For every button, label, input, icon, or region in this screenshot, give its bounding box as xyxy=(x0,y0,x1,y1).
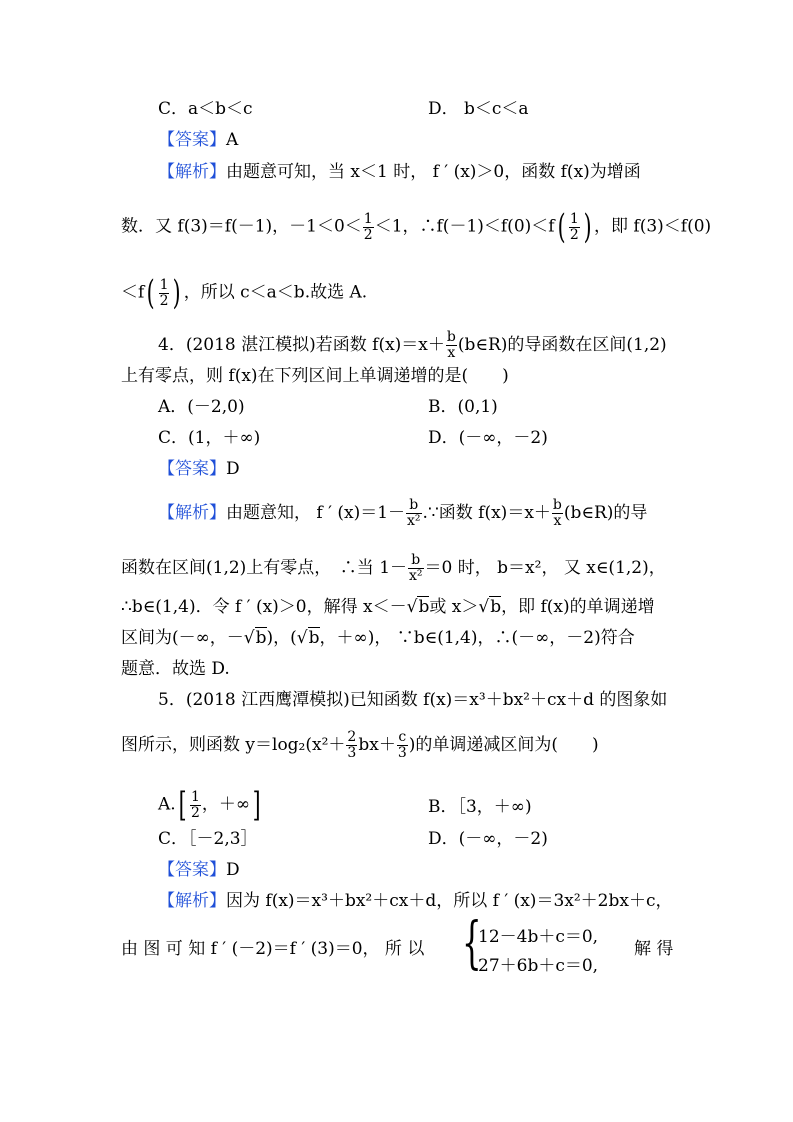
answer-tag: 【答案】 xyxy=(158,459,226,479)
stem-text: )的单调递减区间为( ) xyxy=(408,735,599,755)
bracket-open: ( xyxy=(557,207,566,247)
sqrt-icon: √ xyxy=(296,628,308,648)
sqrt-icon: √ xyxy=(243,628,255,648)
fraction-denominator: 3 xyxy=(397,745,407,761)
q3-analysis-line-2 xyxy=(121,207,712,247)
answer-value: D xyxy=(226,459,240,479)
fraction xyxy=(159,278,170,309)
q4-answer xyxy=(158,458,240,480)
analysis-text: ，＋∞)， ∵b∈(1,4)，∴(－∞，－2)符合 xyxy=(319,628,635,648)
q4-option-c: C．(1，＋∞) xyxy=(158,428,261,448)
analysis-text: ，即 f(x)的单调递增 xyxy=(501,597,655,617)
equation-row-1: 12－4b＋c＝0, xyxy=(478,927,599,947)
equation-system xyxy=(462,911,612,982)
fraction-denominator: x² xyxy=(407,513,421,529)
q5-option-b: B．［3，＋∞) xyxy=(428,797,532,817)
answer-value: D xyxy=(226,860,240,880)
analysis-text: 由题意知， f ′ (x)＝1－ xyxy=(226,503,406,523)
q5-option-c: C．［－2,3］ xyxy=(158,829,258,849)
q5-option-a xyxy=(158,785,263,825)
fraction-numerator: b xyxy=(408,553,424,569)
bracket-open: [ xyxy=(178,785,187,825)
answer-tag: 【答案】 xyxy=(158,860,226,880)
fraction xyxy=(190,790,201,821)
q4-stem-line-1 xyxy=(158,330,667,361)
fraction xyxy=(552,498,563,529)
answer-tag: 【答案】 xyxy=(158,130,226,150)
stem-text: bx＋ xyxy=(358,735,396,755)
fraction-denominator: x xyxy=(553,513,562,529)
option-text: ，＋∞ xyxy=(201,794,251,815)
analysis-text: 区间为(－∞，－ xyxy=(121,628,244,648)
q3-analysis-line-3 xyxy=(121,273,368,313)
q3-analysis-line-1 xyxy=(158,161,641,183)
analysis-text: 函数在区间(1,2)上有零点， ∴当 1－ xyxy=(121,558,408,578)
stem-text: 4．(2018 湛江模拟)若函数 f(x)＝x＋ xyxy=(158,335,445,355)
sqrt-icon: √ xyxy=(406,597,418,617)
sqrt-icon: √ xyxy=(478,597,490,617)
q5-answer xyxy=(158,859,240,881)
fraction xyxy=(569,212,580,243)
bracket-close: ) xyxy=(583,207,592,247)
equation-row-2: 27＋6b＋c＝0, xyxy=(478,956,599,976)
fraction xyxy=(346,730,357,761)
fraction-denominator: x xyxy=(447,345,456,361)
fraction xyxy=(363,212,374,243)
fraction xyxy=(406,498,422,529)
analysis-text: )，( xyxy=(266,628,297,648)
analysis-text: ＝0 时， b＝x²， 又 x∈(1,2)， xyxy=(424,558,666,578)
fraction-denominator: 2 xyxy=(363,226,373,243)
analysis-tag: 【解析】 xyxy=(158,503,226,523)
q5-stem-line-1: 5．(2018 江西鹰潭模拟)已知函数 f(x)＝x³＋bx²＋cx＋d 的图象如 xyxy=(158,690,668,710)
option-label: A. xyxy=(158,794,176,815)
fraction-denominator: 2 xyxy=(190,804,200,821)
fraction xyxy=(446,330,457,361)
fraction-numerator: c xyxy=(398,729,407,745)
analysis-text: 或 x＞ xyxy=(429,597,479,617)
fraction-numerator: 1 xyxy=(159,276,169,293)
q4-analysis-line-2 xyxy=(121,553,666,584)
q4-option-a: A．(－2,0) xyxy=(158,397,245,417)
q5-analysis-line-1 xyxy=(158,890,672,912)
analysis-text: (b∈R)的导 xyxy=(563,503,648,523)
q3-option-d: D． b＜c＜a xyxy=(428,99,529,119)
analysis-text: 由题意可知，当 x＜1 时， f ′ (x)＞0，函数 f(x)为增函 xyxy=(226,162,641,182)
q5-stem-line-2 xyxy=(121,730,599,761)
fraction-numerator: b xyxy=(446,329,456,345)
q4-option-d: D．(－∞，－2) xyxy=(428,428,548,448)
stem-text: 图所示，则函数 y＝log₂(x²＋ xyxy=(121,735,346,755)
q5-option-d: D．(－∞，－2) xyxy=(428,829,548,849)
analysis-text: ＜f xyxy=(121,282,145,303)
brace-icon: { xyxy=(462,911,482,976)
stem-text: (b∈R)的导函数在区间(1,2) xyxy=(457,335,667,355)
fraction-numerator: b xyxy=(406,498,422,514)
fraction-numerator: 1 xyxy=(569,210,579,227)
analysis-text: ∴b∈(1,4)．令 f ′ (x)＞0，解得 x＜－ xyxy=(121,597,407,617)
analysis-tag: 【解析】 xyxy=(158,891,226,911)
q4-analysis-line-4 xyxy=(121,627,635,649)
analysis-text: 数．又 f(3)＝f(－1)，－1＜0＜ xyxy=(121,216,362,237)
bracket-close: ] xyxy=(252,785,261,825)
q4-analysis-line-5: 题意．故选 D. xyxy=(121,659,230,679)
fraction-denominator: 2 xyxy=(159,292,169,309)
analysis-text: .∵函数 f(x)＝x＋ xyxy=(422,503,551,523)
q5-analysis-line-2b: 解 得 xyxy=(634,939,674,959)
analysis-text: ，即 f(3)＜f(0) xyxy=(594,216,712,237)
q4-analysis-line-1 xyxy=(158,498,647,529)
q4-option-b: B．(0,1) xyxy=(428,397,498,417)
sqrt-radicand: b xyxy=(418,597,430,617)
fraction-numerator: b xyxy=(552,497,562,513)
fraction xyxy=(408,553,424,584)
bracket-open: ( xyxy=(146,273,155,313)
analysis-text: 因为 f(x)＝x³＋bx²＋cx＋d，所以 f ′ (x)＝3x²＋2bx＋c， xyxy=(226,891,673,911)
sqrt-radicand: b xyxy=(308,628,320,648)
q4-analysis-line-3 xyxy=(121,596,655,618)
sqrt-radicand: b xyxy=(490,597,502,617)
fraction-denominator: 2 xyxy=(569,226,579,243)
analysis-tag: 【解析】 xyxy=(158,162,226,182)
fraction-numerator: 2 xyxy=(347,729,357,745)
fraction xyxy=(397,730,408,761)
fraction-numerator: 1 xyxy=(363,210,373,227)
fraction-denominator: x² xyxy=(409,568,423,584)
sqrt-radicand: b xyxy=(255,628,267,648)
analysis-text: ＜1，∴f(－1)＜f(0)＜f xyxy=(374,216,555,237)
q3-option-c: C．a＜b＜c xyxy=(158,99,253,119)
fraction-denominator: 3 xyxy=(347,745,357,761)
answer-value: A xyxy=(226,130,239,150)
fraction-numerator: 1 xyxy=(190,788,200,805)
q5-analysis-line-2a: 由 图 可 知 f ′ (－2)＝f ′ (3)＝0， 所 以 xyxy=(121,939,425,959)
q3-answer xyxy=(158,129,238,151)
q4-stem-line-2: 上有零点，则 f(x)在下列区间上单调递增的是( ) xyxy=(121,366,509,386)
analysis-text: ，所以 c＜a＜b.故选 A. xyxy=(183,282,368,303)
bracket-close: ) xyxy=(173,273,182,313)
